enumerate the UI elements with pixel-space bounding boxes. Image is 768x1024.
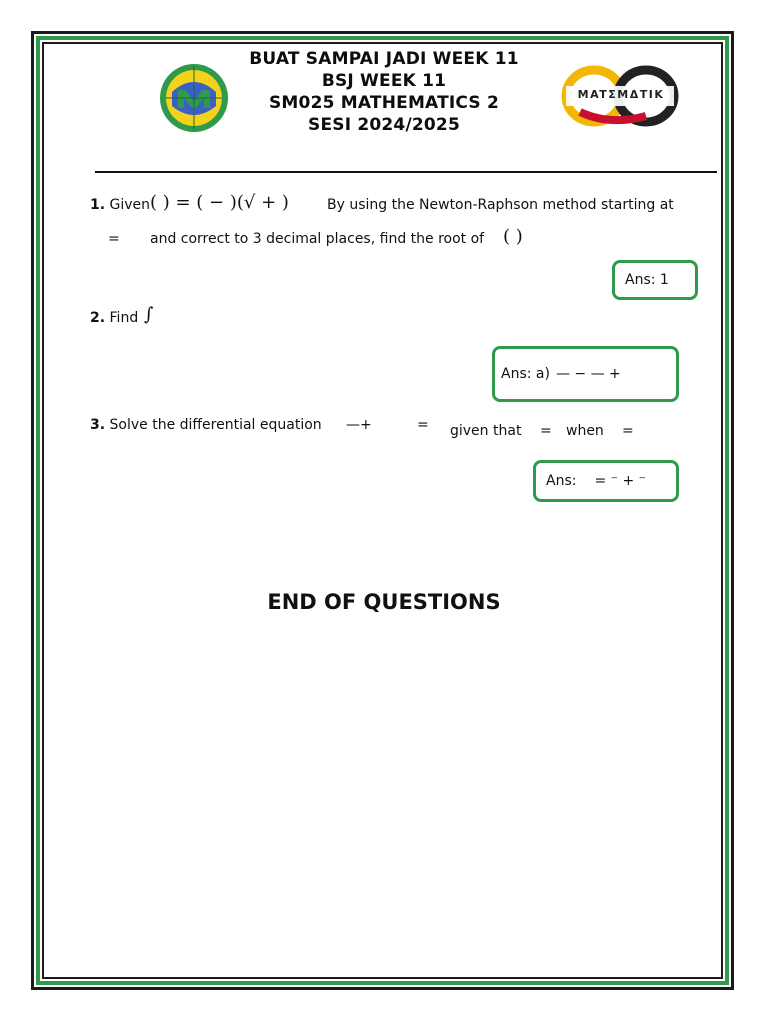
answer-box-1 bbox=[612, 260, 698, 300]
question-3-equals-3: = bbox=[622, 423, 634, 439]
question-3-text: Solve the differential equation bbox=[109, 417, 322, 433]
header-line-3: SM025 MATHEMATICS 2 bbox=[268, 93, 499, 113]
question-1-equals: = bbox=[108, 231, 120, 247]
answer-3-expr: = ⁻ + ⁻ bbox=[594, 473, 647, 489]
question-3-number: 3. bbox=[90, 417, 106, 433]
header-divider bbox=[95, 171, 717, 173]
question-1-paren: ( ) bbox=[503, 226, 523, 247]
question-1-text: By using the Newton-Raphson method starting at bbox=[327, 197, 674, 213]
answer-box-2 bbox=[492, 346, 679, 402]
matematik-logo-text: MATΣMΔTIK bbox=[577, 88, 665, 101]
end-of-questions: END OF QUESTIONS bbox=[267, 590, 501, 614]
answer-1-text: Ans: 1 bbox=[625, 272, 669, 288]
question-3-equals-2: = bbox=[540, 423, 552, 439]
question-2-line bbox=[90, 310, 138, 326]
question-3-given-that: given that bbox=[450, 423, 522, 439]
answer-2-label: Ans: a) bbox=[501, 366, 550, 382]
question-2-text: Find bbox=[109, 310, 139, 326]
question-1-function: ( ) = ( − )(√ + ) bbox=[150, 192, 289, 213]
question-3-equals-1: = bbox=[417, 417, 429, 433]
page-border-inner bbox=[42, 42, 723, 979]
document-header bbox=[200, 48, 568, 136]
header-line-2: BSJ WEEK 11 bbox=[321, 71, 447, 91]
answer-3-label: Ans: bbox=[546, 473, 577, 489]
question-3-line bbox=[90, 417, 322, 433]
question-1-given: Given bbox=[109, 197, 151, 213]
answer-box-3 bbox=[533, 460, 679, 502]
integral-sign-icon: ∫ bbox=[144, 304, 154, 325]
header-line-4: SESI 2024/2025 bbox=[308, 115, 460, 135]
question-1-text-2: and correct to 3 decimal places, find the root of bbox=[150, 231, 485, 247]
question-2-number: 2. bbox=[90, 310, 106, 326]
question-3-when: when bbox=[566, 423, 604, 439]
question-1-line-1 bbox=[90, 197, 150, 213]
answer-2-expr: — − — + bbox=[555, 366, 621, 382]
question-1-number: 1. bbox=[90, 197, 106, 213]
question-3-expr: —+ bbox=[346, 417, 372, 433]
header-line-1: BUAT SAMPAI JADI WEEK 11 bbox=[249, 49, 519, 69]
